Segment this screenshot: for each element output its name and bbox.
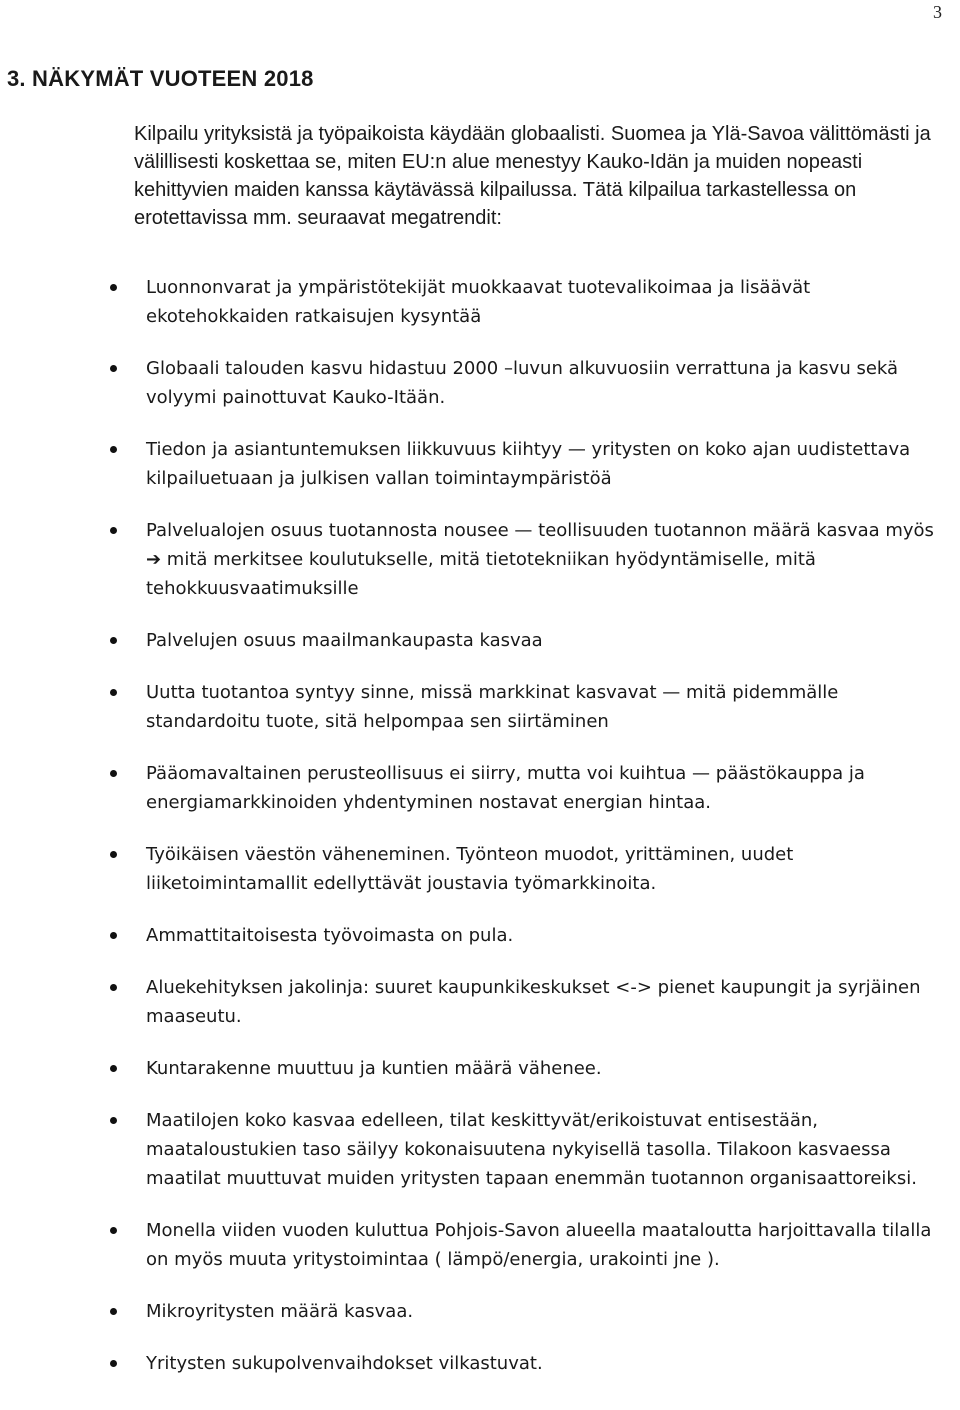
list-item: [0, 759, 940, 817]
list-item: [0, 1106, 940, 1193]
list-item: [0, 678, 940, 736]
megatrend-list: [0, 273, 940, 1401]
bullet-icon: [110, 446, 117, 453]
list-item-text: Uutta tuotantoa syntyy sinne, missä markkinat kasvavat — mitä pidemmälle standardoitu tuote, sitä helpompaa sen siirtäminen: [146, 682, 839, 732]
list-item-text: Yritysten sukupolvenvaihdokset vilkastuvat.: [146, 1353, 543, 1374]
list-item-text: Maatilojen koko kasvaa edelleen, tilat keskittyvät/erikoistuvat entisestään, maataloustukien taso säilyy kokonaisuutena nykyisellä tasolla. Tilakoon kasvaessa maatilat muuttuvat muiden yritysten tapaan enemmän tuotannon organisaattoreiksi.: [146, 1110, 917, 1189]
list-item-text: Palvelujen osuus maailmankaupasta kasvaa: [146, 630, 543, 651]
list-item: [0, 1349, 940, 1378]
list-item-text: Kuntarakenne muuttuu ja kuntien määrä vähenee.: [146, 1058, 602, 1079]
list-item-text: Pääomavaltainen perusteollisuus ei siirry, mutta voi kuihtua — päästökauppa ja energiamarkkinoiden yhdentyminen nostavat energian hintaa.: [146, 763, 865, 813]
list-item: [0, 840, 940, 898]
bullet-icon: [110, 1065, 117, 1072]
list-item-text: Palvelualojen osuus tuotannosta nousee — teollisuuden tuotannon määrä kasvaa myös ➔ mitä merkitsee koulutukselle, mitä tietotekniikan hyödyntämiselle, mitä tehokkuusvaatimuksille: [146, 520, 934, 599]
list-item-text: Mikroyritysten määrä kasvaa.: [146, 1301, 414, 1322]
bullet-icon: [110, 1308, 117, 1315]
bullet-icon: [110, 770, 117, 777]
section-heading: 3. NÄKYMÄT VUOTEEN 2018: [7, 66, 314, 91]
list-item: [0, 973, 940, 1031]
bullet-icon: [110, 984, 117, 991]
list-item-text: Aluekehityksen jakolinja: suuret kaupunkikeskukset <-> pienet kaupungit ja syrjäinen maaseutu.: [146, 977, 921, 1027]
page-number: 3: [933, 2, 942, 22]
list-item-text: Luonnonvarat ja ympäristötekijät muokkaavat tuotevalikoimaa ja lisäävät ekotehokkaiden ratkaisujen kysyntää: [146, 277, 811, 327]
bullet-icon: [110, 689, 117, 696]
list-item-text: Työikäisen väestön väheneminen. Työnteon muodot, yrittäminen, uudet liiketoimintamallit edellyttävät joustavia työmarkkinoita.: [146, 844, 794, 894]
bullet-icon: [110, 1360, 117, 1367]
list-item: [0, 435, 940, 493]
list-item: [0, 354, 940, 412]
list-item-text: Tiedon ja asiantuntemuksen liikkuvuus kiihtyy — yritysten on koko ajan uudistettava kilpailuetuaan ja julkisen vallan toimintaympäristöä: [146, 439, 911, 489]
bullet-icon: [110, 851, 117, 858]
list-item-text: Globaali talouden kasvu hidastuu 2000 –luvun alkuvuosiin verrattuna ja kasvu sekä volyymi painottuvat Kauko-Itään.: [146, 358, 899, 408]
list-item: [0, 626, 940, 655]
list-item-text: Monella viiden vuoden kuluttua Pohjois-Savon alueella maataloutta harjoittavalla tilalla on myös muuta yritystoimintaa ( lämpö/energia, urakointi jne ).: [146, 1220, 932, 1270]
bullet-icon: [110, 284, 117, 291]
bullet-icon: [110, 527, 117, 534]
bullet-icon: [110, 1117, 117, 1124]
intro-paragraph: Kilpailu yrityksistä ja työpaikoista käydään globaalisti. Suomea ja Ylä-Savoa välittömästi ja välillisesti koskettaa se, miten EU:n alue menestyy Kauko-Idän ja muiden nopeasti kehittyvien maiden kanssa käytävässä kilpailussa. Tätä kilpailua tarkastellessa on erotettavissa mm. seuraavat megatrendit:: [134, 123, 931, 229]
list-item: [0, 1054, 940, 1083]
list-item: [0, 1216, 940, 1274]
list-item: [0, 921, 940, 950]
bullet-icon: [110, 365, 117, 372]
bullet-icon: [110, 637, 117, 644]
list-item-text: Ammattitaitoisesta työvoimasta on pula.: [146, 925, 514, 946]
list-item: [0, 273, 940, 331]
bullet-icon: [110, 1227, 117, 1234]
list-item: [0, 1297, 940, 1326]
list-item: [0, 516, 940, 603]
bullet-icon: [110, 932, 117, 939]
